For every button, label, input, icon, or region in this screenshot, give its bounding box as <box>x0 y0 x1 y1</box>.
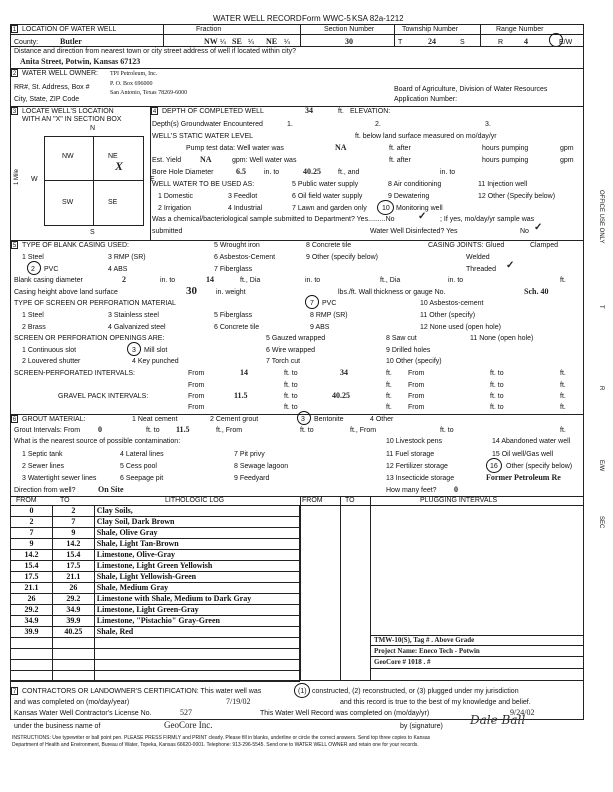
city-value: San Antonio, Texas 78269-6000 <box>110 90 188 96</box>
log-from-cell: 2 <box>11 517 53 528</box>
table-row <box>11 539 300 550</box>
log-description-cell <box>94 649 299 660</box>
project-name: Project Name: Eneco Tech - Potwin <box>374 647 480 655</box>
screen-to-value: 34 <box>340 368 348 377</box>
owner-value: TPI Petroleum, Inc. <box>110 71 158 77</box>
casing-2: 2 <box>31 266 35 273</box>
fraction-label: Fraction <box>196 26 222 33</box>
contractor-signature: Dale Ball <box>470 713 526 727</box>
table-row <box>11 660 300 671</box>
log-from-cell: 14.2 <box>11 550 53 561</box>
table-row <box>11 561 300 572</box>
depth-value: 34 <box>305 106 313 115</box>
township-value: 24 <box>428 37 436 46</box>
instructions-line-1: INSTRUCTIONS: Use typewriter or ball point pen. PLEASE PRESS FIRMLY and PRINT clearly. Please fill in blanks, underline or circle the correct answers. Send top three copies to Kansas <box>12 735 431 741</box>
address-value: Anita Street, Potwin, Kansas 67123 <box>20 57 141 66</box>
log-to-cell: 7 <box>52 517 94 528</box>
log-from-cell <box>11 660 53 671</box>
chem-no-check: ✓ <box>418 211 427 222</box>
fraction-1: NW <box>204 37 218 46</box>
log-from-cell: 15.4 <box>11 561 53 572</box>
log-from-cell: 7 <box>11 528 53 539</box>
casing-dia-to: 14 <box>206 275 214 284</box>
table-row <box>11 627 300 638</box>
table-row <box>11 649 300 660</box>
geocore-number: GeoCore # 1018 . # <box>374 658 431 666</box>
grout-to-value: 11.5 <box>176 425 190 434</box>
log-from-cell: 9 <box>11 539 53 550</box>
log-to-cell: 40.25 <box>52 627 94 638</box>
fraction-3: NE <box>266 37 278 46</box>
record-date: 9/24/02 <box>510 708 535 717</box>
table-row <box>11 528 300 539</box>
log-description-cell <box>94 638 299 649</box>
range-ew: E/W <box>559 39 573 46</box>
county-label: County: <box>14 39 39 46</box>
threaded-check: ✓ <box>506 260 515 271</box>
rr-label: RR#, St. Address, Box # <box>14 84 90 91</box>
section-5-number: 5 <box>12 243 17 249</box>
log-description-cell: Limestone, Light Green Yellowish <box>94 561 299 572</box>
section-3-number: 3 <box>12 109 17 115</box>
log-to-cell: 26 <box>52 583 94 594</box>
grout-from-value: 0 <box>98 425 102 434</box>
section-1-number: 1 <box>12 27 17 33</box>
disinfected-no-check: ✓ <box>534 222 543 233</box>
instructions-line-2: Department of Health and Environment, Bureau of Water, Topeka, Kansas 66620-0001. Telephone: 913-296-5545. Send one to WATER WELL OWNER and retain one for your records. <box>12 742 419 748</box>
log-to-cell: 14.2 <box>52 539 94 550</box>
log-description-cell: Shale, Olive Gray <box>94 528 299 539</box>
log-to-cell: 2 <box>52 506 94 517</box>
log-description-cell: Limestone, Light Green-Gray <box>94 605 299 616</box>
table-row <box>11 594 300 605</box>
log-from-cell: 17.5 <box>11 572 53 583</box>
bore-to-value: 40.25 <box>303 167 321 176</box>
license-value: 527 <box>180 708 192 717</box>
section-2-number: 2 <box>12 71 17 77</box>
table-row <box>11 605 300 616</box>
contamination-16-circle <box>486 458 502 473</box>
range-label: Range Number <box>496 26 544 33</box>
table-row <box>11 517 300 528</box>
log-description-cell: Shale, Medium Gray <box>94 583 299 594</box>
bore-value: 6.5 <box>236 167 246 176</box>
howmany-value: 0 <box>454 485 458 494</box>
log-from-cell: 0 <box>11 506 53 517</box>
lithologic-log-table <box>10 505 300 682</box>
log-from-cell: 21.1 <box>11 583 53 594</box>
section-4-number: 4 <box>152 109 157 115</box>
form-number: Form WWC-5 <box>302 14 351 23</box>
log-from-cell <box>11 638 53 649</box>
business-name: GeoCore Inc. <box>164 720 213 730</box>
section-box <box>44 136 144 226</box>
well-location-x: X <box>115 159 124 173</box>
township-label: Township Number <box>402 26 459 33</box>
section-value: 30 <box>345 37 353 46</box>
log-from-cell: 34.9 <box>11 616 53 627</box>
log-description-cell: Clay Soils, <box>94 506 299 517</box>
log-to-cell: 39.9 <box>52 616 94 627</box>
log-to-cell: 29.2 <box>52 594 94 605</box>
range-value: 4 <box>524 37 528 46</box>
section-number-label: Section Number <box>324 26 375 33</box>
log-description-cell: Limestone with Shale, Medium to Dark Gray <box>94 594 299 605</box>
gravel-to-value: 40.25 <box>332 391 350 400</box>
bentonite-circle <box>297 411 311 425</box>
pump-value: NA <box>335 143 347 152</box>
county-value: Butler <box>60 37 82 46</box>
distance-label: Distance and direction from nearest town or city street address of well if located within city? <box>14 48 297 55</box>
section-6-number: 6 <box>12 417 17 423</box>
street-value: P. O. Box 696000 <box>110 81 153 87</box>
log-description-cell: Limestone, "Pistachio" Gray-Green <box>94 616 299 627</box>
table-row <box>11 583 300 594</box>
one-mile-label: 1 Mile <box>14 168 20 185</box>
table-row <box>11 638 300 649</box>
log-to-cell <box>52 638 94 649</box>
yield-value: NA <box>200 155 212 164</box>
form-title: WATER WELL RECORD <box>213 14 302 23</box>
casing-pvc-circle <box>27 261 41 275</box>
log-to-cell: 15.4 <box>52 550 94 561</box>
log-description-cell: Shale, Red <box>94 627 299 638</box>
log-from-cell <box>11 649 53 660</box>
log-to-cell: 34.9 <box>52 605 94 616</box>
log-description-cell: Shale, Light Yellowish-Green <box>94 572 299 583</box>
section-7-number: 7 <box>12 689 17 695</box>
tmw-tag: TMW-10(S), Tag # . Above Grade <box>374 636 475 644</box>
wall-thickness-value: Sch. 40 <box>524 287 549 296</box>
log-description-cell <box>94 660 299 671</box>
application-label: Application Number: <box>394 96 458 103</box>
casing-height-value: 30 <box>186 285 197 297</box>
gravel-from-value: 11.5 <box>234 391 248 400</box>
direction-value: On Site <box>98 485 124 494</box>
constructed-circle <box>294 683 310 698</box>
log-to-cell: 17.5 <box>52 561 94 572</box>
log-description-cell: Clay Soil, Dark Brown <box>94 517 299 528</box>
screen-pvc-circle <box>305 295 319 309</box>
s2-label: WATER WELL OWNER: <box>22 70 98 77</box>
log-from-cell: 39.9 <box>11 627 53 638</box>
log-to-cell <box>52 649 94 660</box>
table-row <box>11 572 300 583</box>
office-use-only-label: OFFICE USE ONLY <box>598 190 604 244</box>
log-to-cell: 21.1 <box>52 572 94 583</box>
log-from-cell: 29.2 <box>11 605 53 616</box>
casing-dia-value: 2 <box>122 275 126 284</box>
log-to-cell <box>52 660 94 671</box>
former-petroleum-value: Former Petroleum Re <box>486 473 561 482</box>
log-description-cell: Limestone, Olive-Gray <box>94 550 299 561</box>
completed-date: 7/19/02 <box>226 697 251 706</box>
use-10-circle <box>377 200 394 215</box>
fraction-2: SE <box>232 37 242 46</box>
log-description-cell: Shale, Light Tan-Brown <box>94 539 299 550</box>
table-row <box>11 550 300 561</box>
table-row <box>11 616 300 627</box>
ksa-number: KSA 82a-1212 <box>352 14 404 23</box>
log-to-cell: 9 <box>52 528 94 539</box>
table-row <box>11 506 300 517</box>
range-ew-circle <box>549 33 563 47</box>
s1-label: LOCATION OF WATER WELL <box>22 26 117 33</box>
mill-slot-circle <box>127 342 141 356</box>
city-label: City, State, ZIP Code <box>14 96 80 103</box>
screen-from-value: 14 <box>240 368 248 377</box>
log-from-cell: 26 <box>11 594 53 605</box>
board-label: Board of Agriculture, Division of Water Resources <box>394 86 548 93</box>
